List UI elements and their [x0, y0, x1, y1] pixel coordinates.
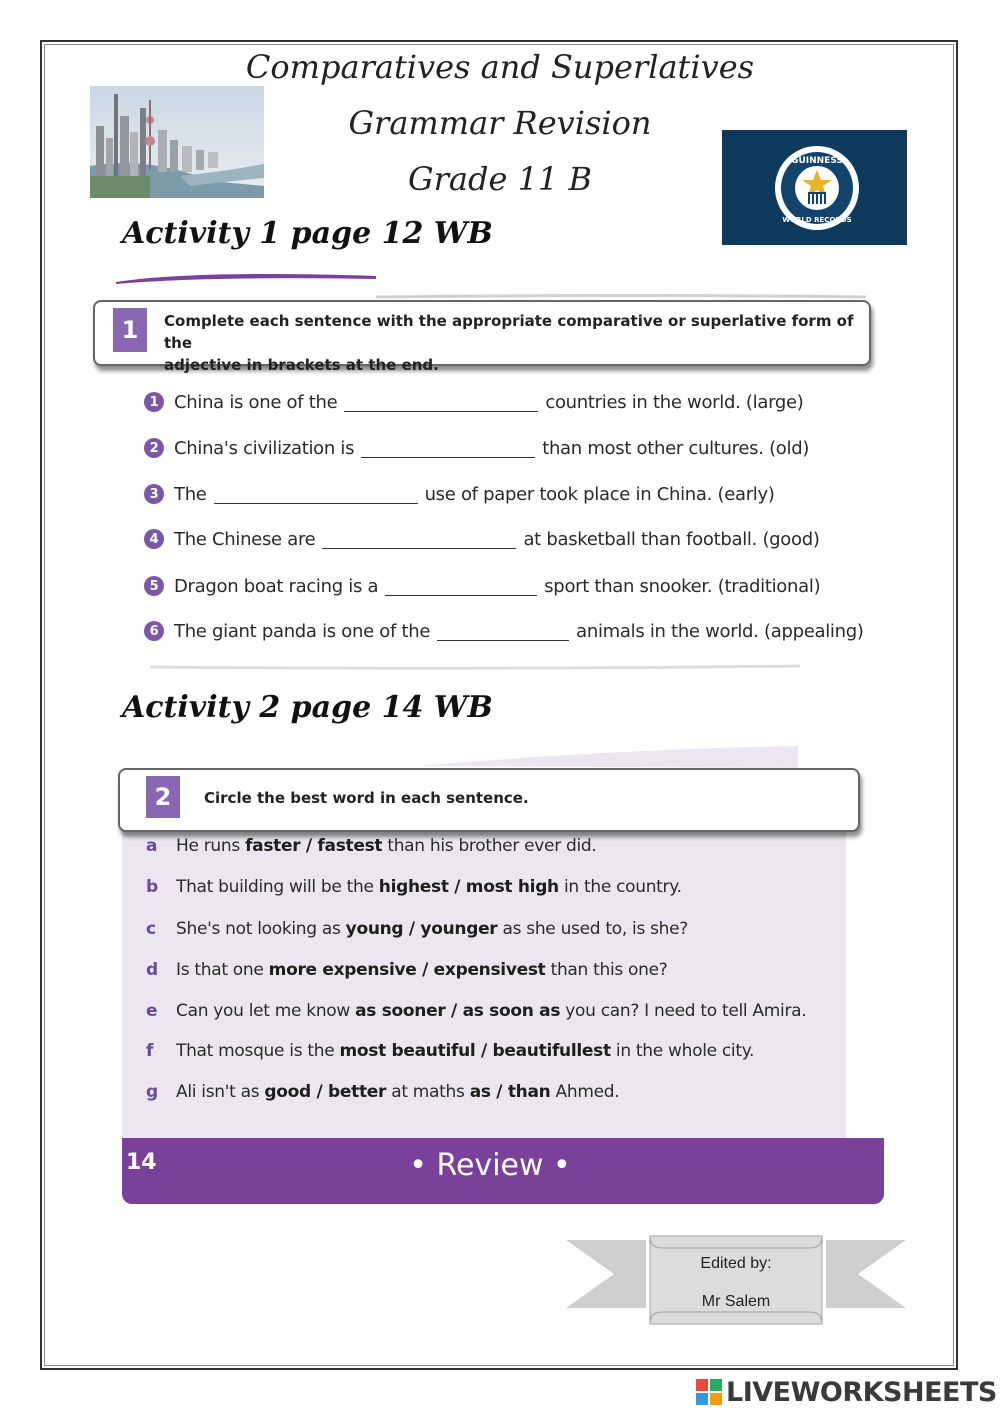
sentence-start: The	[174, 483, 207, 505]
liveworksheets-logo[interactable]	[696, 1376, 997, 1408]
item-letter: d	[146, 960, 158, 980]
word-choice[interactable]: faster / fastest	[245, 836, 383, 856]
item-number: 5	[144, 576, 164, 596]
exercise-2-item	[146, 997, 806, 1025]
exercise-2-item	[146, 873, 682, 901]
exercise-2-item	[146, 956, 668, 984]
sentence-start: Ali isn't as	[176, 1082, 260, 1102]
sentence-start: China's civilization is	[174, 437, 355, 459]
word-choice[interactable]: as / than	[469, 1082, 551, 1102]
sentence-start: She's not looking as	[176, 919, 341, 939]
svg-text:WORLD RECORDS: WORLD RECORDS	[782, 216, 852, 224]
purple-swoosh	[116, 270, 376, 284]
sentence-end: than his brother ever did.	[387, 836, 597, 856]
item-letter: c	[146, 919, 156, 939]
sentence-end: Ahmed.	[555, 1082, 620, 1102]
exercise-2-item	[146, 1078, 619, 1106]
sentence-start: The giant panda is one of the	[174, 620, 431, 642]
instruction-line-1: Complete each sentence with the appropriate comparative or superlative form of the	[164, 312, 854, 352]
item-letter: f	[146, 1041, 154, 1061]
review-label: • Review •	[409, 1148, 571, 1183]
item-letter: a	[146, 836, 158, 856]
sentence-end: in the country.	[563, 877, 682, 897]
exercise-2-item	[146, 915, 688, 943]
activity-2-badge: 2	[146, 776, 180, 818]
answer-blank[interactable]	[322, 530, 516, 549]
exercise-1-item	[144, 480, 775, 508]
activity-1-badge: 1	[113, 308, 147, 352]
answer-blank[interactable]	[361, 439, 535, 458]
sentence-middle: at maths	[391, 1082, 465, 1102]
sentence-start: Is that one	[176, 960, 264, 980]
worksheet-subtitle: Grammar Revision	[348, 104, 652, 142]
lavender-swoosh	[420, 746, 800, 768]
word-choice[interactable]: more expensive / expensivest	[268, 960, 546, 980]
word-choice[interactable]: as sooner / as soon as	[355, 1001, 561, 1021]
exercise-2-item	[146, 1037, 754, 1065]
sentence-start: Dragon boat racing is a	[174, 575, 379, 597]
item-letter: g	[146, 1082, 158, 1102]
exercise-1-item	[144, 617, 864, 645]
sentence-end: countries in the world. (large)	[545, 391, 804, 413]
editor-label: Edited by:	[700, 1255, 772, 1272]
liveworksheets-icon	[696, 1379, 722, 1405]
editor-name: Mr Salem	[701, 1293, 771, 1310]
exercise-2-item	[146, 832, 597, 860]
sentence-end: you can? I need to tell Amira.	[565, 1001, 807, 1021]
sentence-end: use of paper took place in China. (early)	[424, 483, 775, 505]
word-choice[interactable]: good / better	[264, 1082, 387, 1102]
guinness-world-records-logo	[722, 130, 907, 245]
word-choice[interactable]: highest / most high	[378, 877, 559, 897]
sentence-start: That building will be the	[176, 877, 374, 897]
instruction-line-2: adjective in brackets at the end.	[164, 356, 439, 374]
worksheet-grade: Grade 11 B	[408, 160, 592, 198]
item-number: 4	[144, 529, 164, 549]
item-number: 1	[144, 392, 164, 412]
sentence-end: sport than snooker. (traditional)	[544, 575, 821, 597]
item-letter: b	[146, 877, 158, 897]
answer-blank[interactable]	[385, 577, 537, 596]
sentence-end: in the whole city.	[615, 1041, 755, 1061]
sentence-end: than most other cultures. (old)	[542, 437, 810, 459]
sentence-start: That mosque is the	[176, 1041, 335, 1061]
answer-blank[interactable]	[437, 622, 569, 641]
sentence-end: as she used to, is she?	[502, 919, 689, 939]
exercise-1-item	[144, 525, 820, 553]
item-number: 2	[144, 438, 164, 458]
svg-text:GUINNESS: GUINNESS	[791, 156, 843, 166]
page-number: 14	[126, 1150, 157, 1175]
word-choice[interactable]: young / younger	[345, 919, 498, 939]
answer-blank[interactable]	[214, 485, 418, 504]
sentence-start: He runs	[176, 836, 240, 856]
sentence-end: at basketball than football. (good)	[523, 528, 820, 550]
activity-1-instructions	[164, 310, 854, 376]
activity-2-heading: Activity 2 page 14 WB	[122, 690, 493, 725]
item-number: 6	[144, 621, 164, 641]
sentence-end: animals in the world. (appealing)	[576, 620, 864, 642]
activity-1-heading: Activity 1 page 12 WB	[122, 216, 493, 251]
sentence-end: than this one?	[550, 960, 668, 980]
item-letter: e	[146, 1001, 158, 1021]
answer-blank[interactable]	[344, 393, 538, 412]
activity-2-instruction: Circle the best word in each sentence.	[204, 789, 529, 807]
word-choice[interactable]: most beautiful / beautifullest	[339, 1041, 611, 1061]
worksheet-title: Comparatives and Superlatives	[245, 48, 755, 86]
sentence-start: The Chinese are	[174, 528, 316, 550]
exercise-1-item	[144, 388, 804, 416]
exercise-1-item	[144, 572, 820, 600]
exercise-1-item	[144, 434, 809, 462]
editor-ribbon-banner	[566, 1230, 906, 1328]
sentence-start: Can you let me know	[176, 1001, 351, 1021]
liveworksheets-wordmark: LIVEWORKSHEETS	[726, 1376, 997, 1408]
item-number: 3	[144, 484, 164, 504]
grey-swoosh	[150, 664, 800, 670]
sentence-start: China is one of the	[174, 391, 338, 413]
city-skyline-image	[90, 86, 264, 198]
